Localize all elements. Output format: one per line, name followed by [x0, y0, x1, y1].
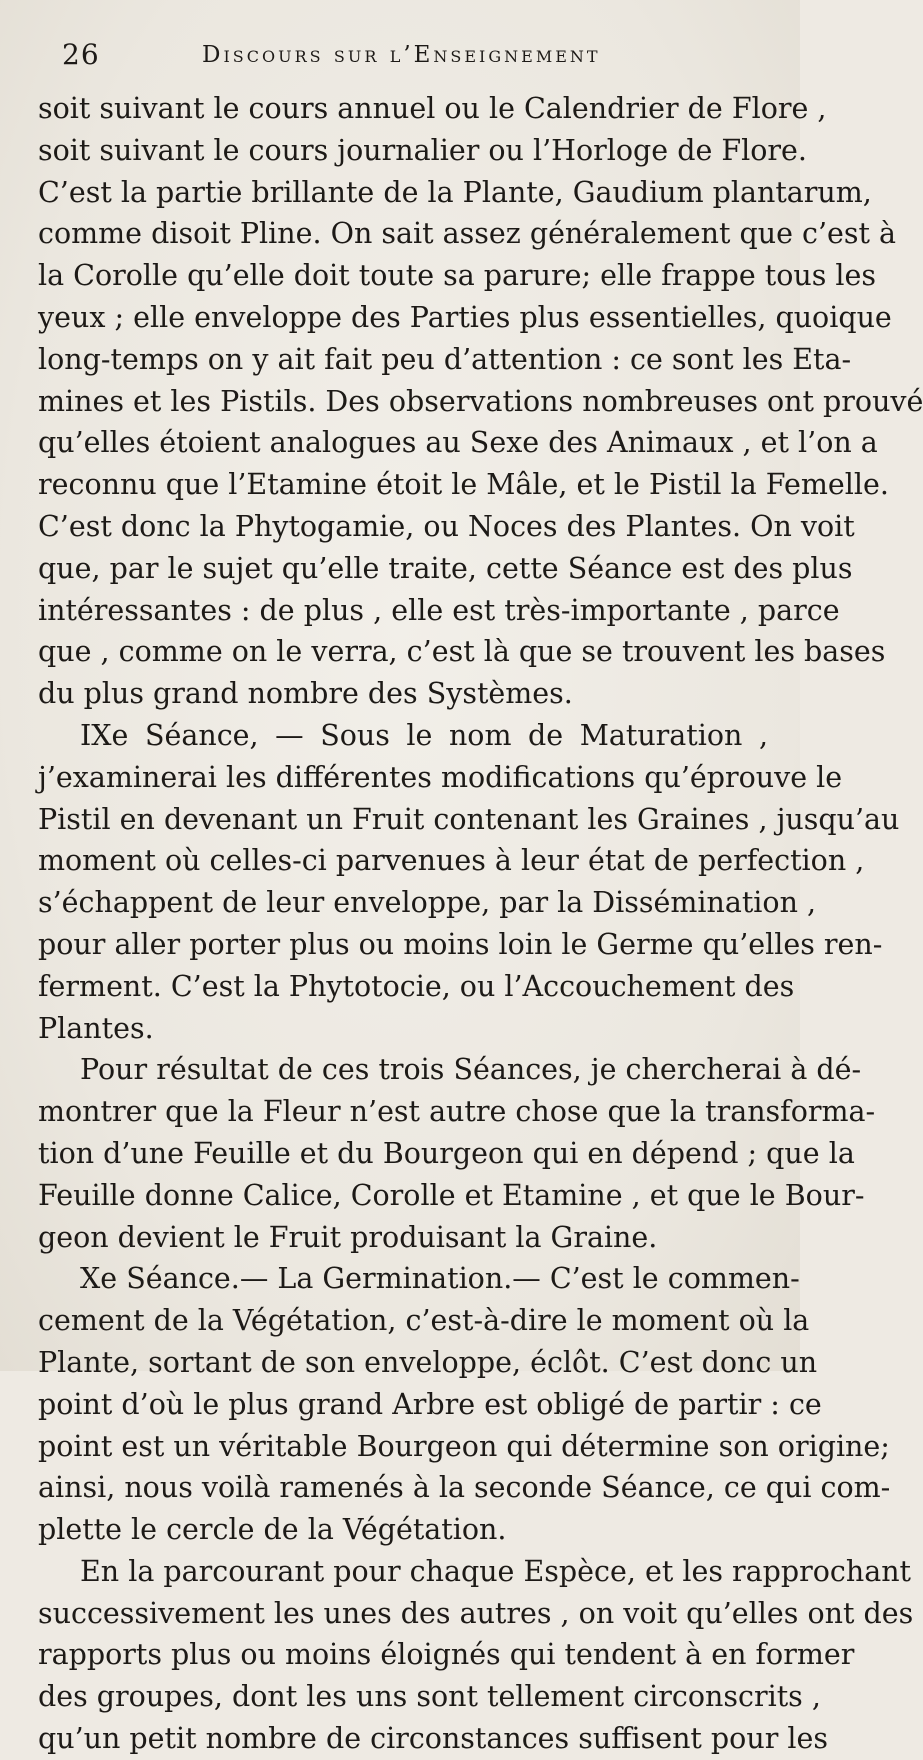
- text-line: ainsi, nous voilà ramenés à la seconde Séance, ce qui com-: [38, 1471, 891, 1505]
- text-line: Plante, sortant de son enveloppe, éclôt. C’est donc un: [38, 1345, 818, 1379]
- text-line: montrer que la Fleur n’est autre chose que la transforma-: [38, 1095, 876, 1129]
- text-line: C’est la partie brillante de la Plante, Gaudium plantarum,: [38, 175, 872, 209]
- text-line: comme disoit Pline. On sait assez généralement que c’est à: [38, 217, 897, 251]
- text-line: qu’elles étoient analogues au Sexe des Animaux , et l’on a: [38, 426, 878, 460]
- text-line: long-temps on y ait fait peu d’attention : ce sont les Eta-: [38, 342, 852, 376]
- text-line: geon devient le Fruit produisant la Graine.: [38, 1220, 658, 1254]
- text-line: des groupes, dont les uns sont tellement circonscrits ,: [38, 1680, 821, 1714]
- text-line: En la parcourant pour chaque Espèce, et les rapprochant: [80, 1554, 912, 1588]
- text-line: j’examinerai les différentes modifications qu’éprouve le: [38, 760, 843, 794]
- text-line: cement de la Végétation, c’est-à-dire le moment où la: [38, 1304, 810, 1338]
- text-line: tion d’une Feuille et du Bourgeon qui en dépend ; que la: [38, 1136, 855, 1170]
- text-line: Pistil en devenant un Fruit contenant les Graines , jusqu’au: [38, 802, 900, 836]
- text-line: rapports plus ou moins éloignés qui tendent à en former: [38, 1638, 855, 1672]
- text-line: point est un véritable Bourgeon qui détermine son origine;: [38, 1429, 890, 1463]
- text-line: que, par le sujet qu’elle traite, cette Séance est des plus: [38, 551, 853, 585]
- page-header: [62, 38, 752, 78]
- text-line: s’échappent de leur enveloppe, par la Dissémination ,: [38, 886, 817, 920]
- text-line: point d’où le plus grand Arbre est obligé de partir : ce: [38, 1387, 822, 1421]
- text-line: mines et les Pistils. Des observations nombreuses ont prouvé: [38, 384, 923, 418]
- text-line: yeux ; elle enveloppe des Parties plus essentielles, quoique: [38, 300, 892, 334]
- body-text: [38, 88, 923, 1760]
- text-line: C’est donc la Phytogamie, ou Noces des Plantes. On voit: [38, 509, 855, 543]
- text-line: que , comme on le verra, c’est là que se trouvent les bases: [38, 635, 886, 669]
- text-line: soit suivant le cours annuel ou le Calendrier de Flore ,: [38, 92, 827, 125]
- text-line: soit suivant le cours journalier ou l’Horloge de Flore.: [38, 133, 807, 167]
- text-line: qu’un petit nombre de circonstances suffisent pour les: [38, 1722, 828, 1756]
- text-line: Pour résultat de ces trois Séances, je chercherai à dé-: [80, 1053, 862, 1087]
- text-line: intéressantes : de plus , elle est très-importante , parce: [38, 593, 840, 627]
- text-line: successivement les unes des autres , on voit qu’elles ont des: [38, 1596, 914, 1630]
- text-line: moment où celles-ci parvenues à leur état de perfection ,: [38, 844, 865, 878]
- text-line: ferment. C’est la Phytotocie, ou l’Accouchement des: [38, 969, 795, 1003]
- text-line: pour aller porter plus ou moins loin le Germe qu’elles ren-: [38, 927, 883, 961]
- text-line: plette le cercle de la Végétation.: [38, 1513, 507, 1547]
- text-line: IXe Séance, — Sous le nom de Maturation ,: [80, 718, 768, 752]
- text-line: Feuille donne Calice, Corolle et Etamine , et que le Bour-: [38, 1178, 865, 1212]
- text-line: du plus grand nombre des Systèmes.: [38, 677, 573, 711]
- text-line: la Corolle qu’elle doit toute sa parure; elle frappe tous les: [38, 259, 877, 293]
- text-line: Plantes.: [38, 1011, 154, 1045]
- text-line: Xe Séance.— La Germination.— C’est le commen-: [80, 1262, 800, 1296]
- page-number: 26: [62, 38, 100, 71]
- text-line: reconnu que l’Etamine étoit le Mâle, et le Pistil la Femelle.: [38, 468, 889, 502]
- running-title: Discours sur l’Enseignement: [202, 42, 601, 68]
